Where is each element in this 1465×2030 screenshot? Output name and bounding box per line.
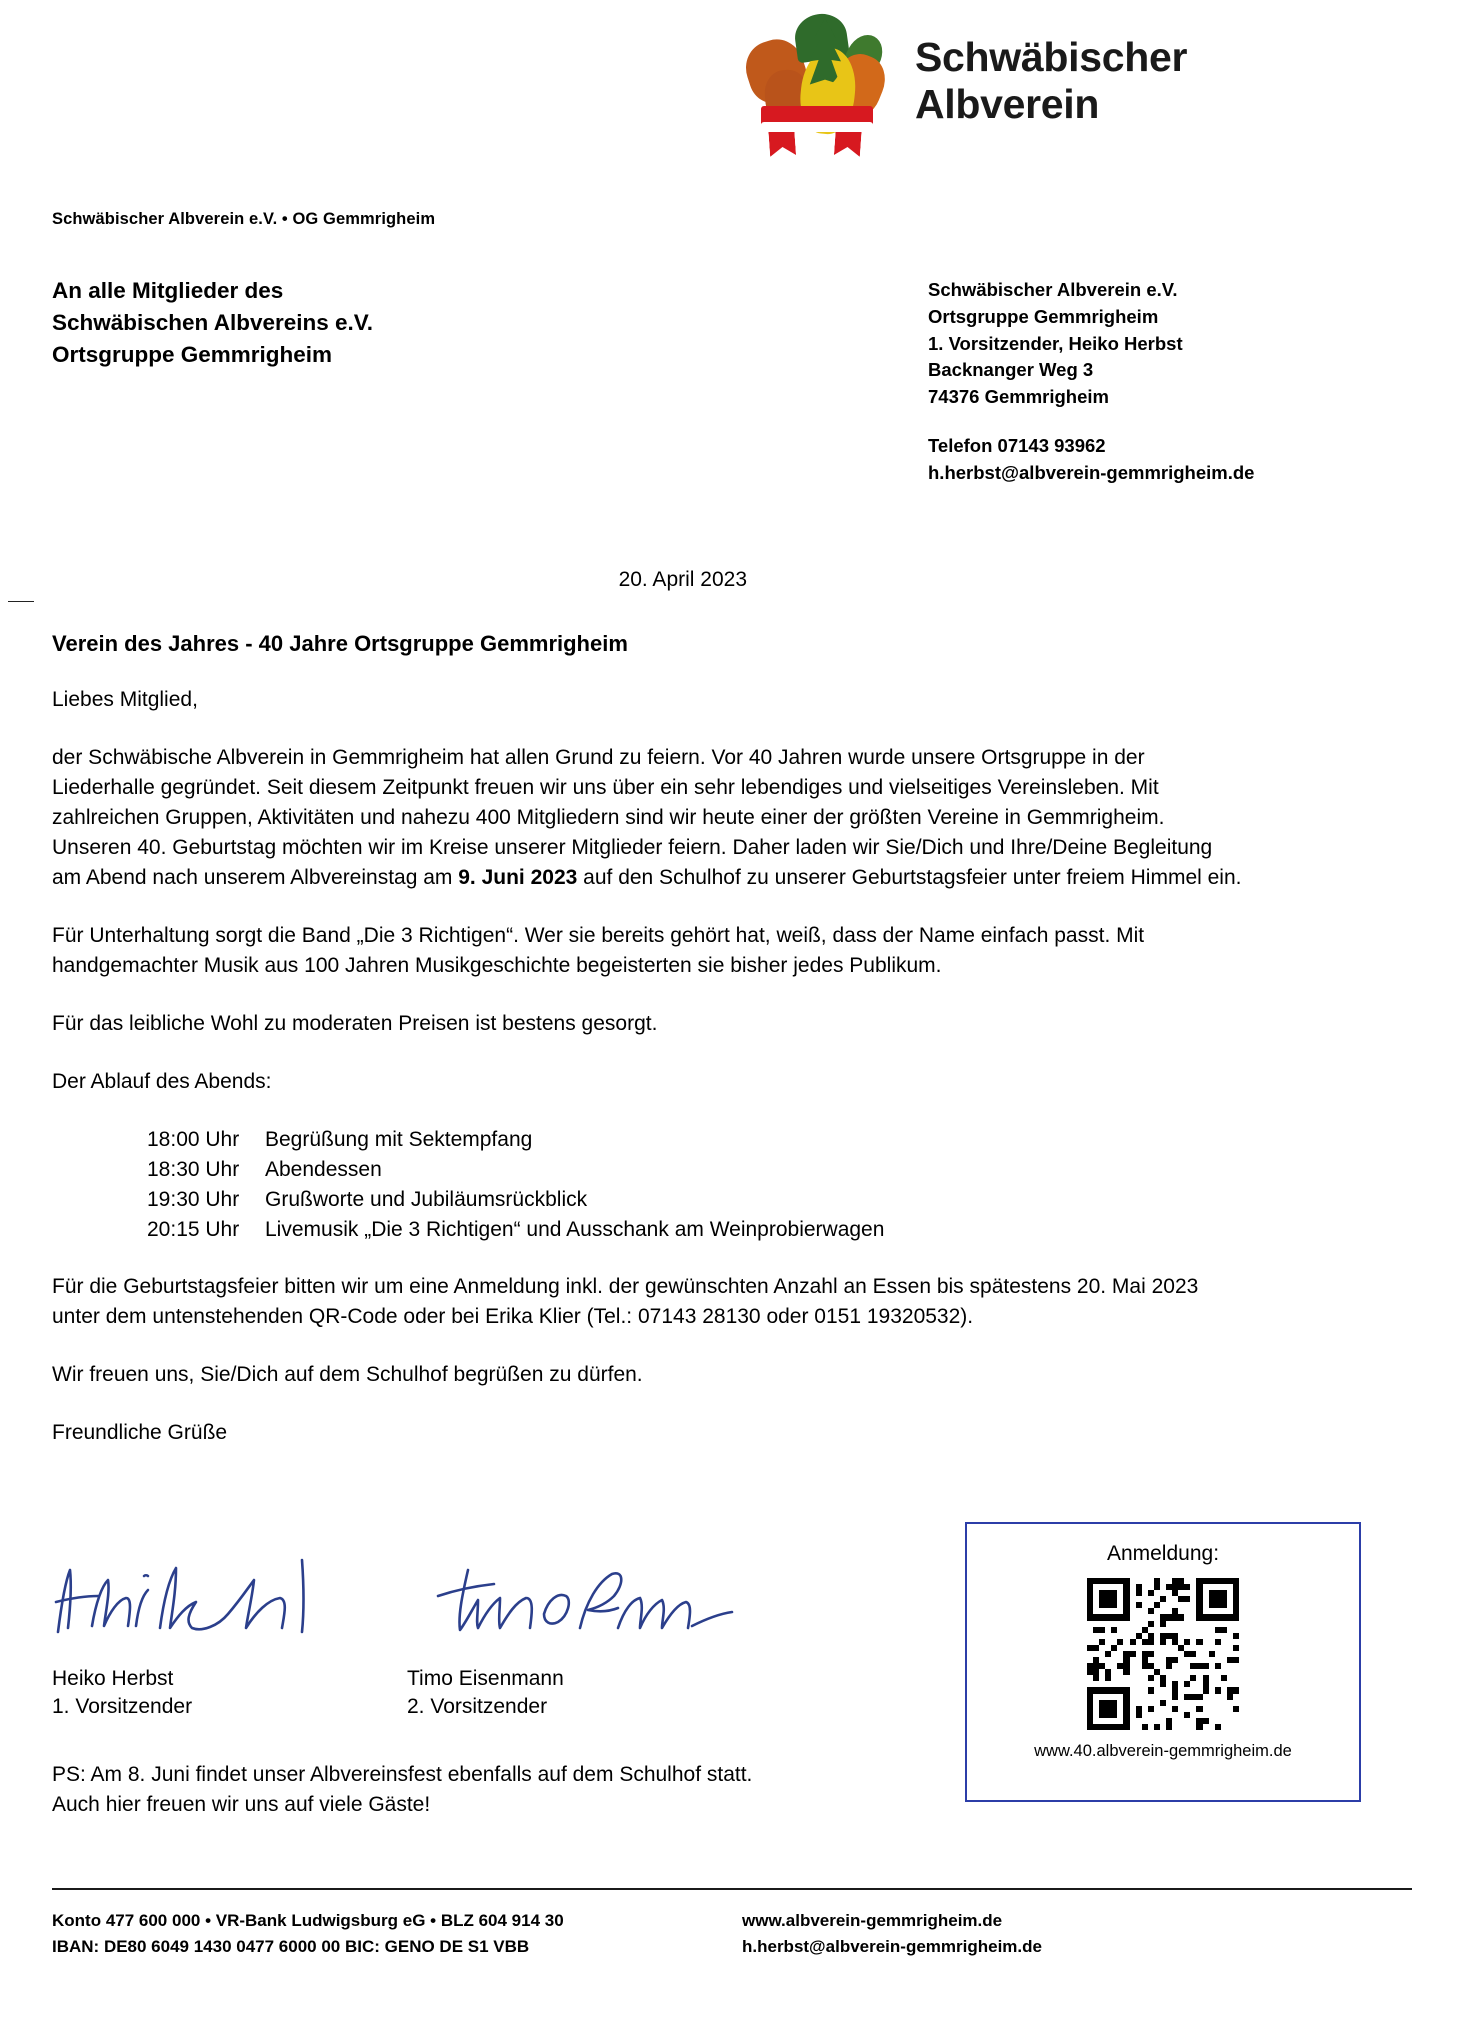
paragraph-invitation bbox=[52, 743, 1242, 893]
schedule-activity: Livemusik „Die 3 Richtigen“ und Ausschank am Weinprobierwagen bbox=[265, 1217, 885, 1241]
sender-line-3: 1. Vorsitzender, Heiko Herbst bbox=[928, 332, 1183, 354]
schedule-item bbox=[147, 1125, 1242, 1155]
signer-1-name: Heiko Herbst bbox=[52, 1667, 174, 1690]
footer-website[interactable]: www.albverein-gemmrigheim.de bbox=[742, 1911, 1003, 1930]
logo-wordmark bbox=[915, 34, 1187, 127]
paragraph-band: Für Unterhaltung sorgt die Band „Die 3 Richtigen“. Wer sie bereits gehört hat, weiß, dass der Name einfach passt. Mit handgemachter Musik aus 100 Jahren Musikgeschichte begeisterten sie bisher jedes Publikum. bbox=[52, 924, 1145, 978]
paragraph-regards: Freundliche Grüße bbox=[52, 1421, 228, 1445]
schedule-activity: Grußworte und Jubiläumsrückblick bbox=[265, 1187, 588, 1211]
signer-1-role: 1. Vorsitzender bbox=[52, 1695, 193, 1719]
postscript-line-2: Auch hier freuen wir uns auf viele Gäste! bbox=[52, 1792, 431, 1816]
sender-line-1: Schwäbischer Albverein e.V. bbox=[928, 279, 1178, 300]
sender-address bbox=[928, 277, 1254, 487]
handwritten-signatures-icon bbox=[52, 1540, 932, 1660]
sender-line-5: 74376 Gemmrigheim bbox=[928, 386, 1109, 408]
footer-bank-account: Konto 477 600 000 • VR-Bank Ludwigsburg eG • BLZ 604 914 30 bbox=[52, 1911, 564, 1930]
return-address-line: Schwäbischer Albverein e.V. • OG Gemmrigheim bbox=[52, 210, 436, 228]
ribbon-icon bbox=[761, 106, 873, 154]
signer-2-role: 2. Vorsitzender bbox=[407, 1695, 548, 1719]
schedule-list bbox=[52, 1125, 1242, 1244]
paragraph-invitation-part2: auf den Schulhof zu unserer Geburtstagsfeier unter freiem Himmel ein. bbox=[577, 866, 1242, 890]
paragraph-closing: Wir freuen uns, Sie/Dich auf dem Schulhof begrüßen zu dürfen. bbox=[52, 1363, 643, 1387]
postscript-line-1: PS: Am 8. Juni findet unser Albvereinsfest ebenfalls auf dem Schulhof statt. bbox=[52, 1763, 753, 1786]
signer-2-name: Timo Eisenmann bbox=[407, 1667, 564, 1690]
recipient-address bbox=[52, 275, 373, 371]
qr-box-title: Anmeldung: bbox=[1106, 1542, 1220, 1565]
organisation-logo bbox=[735, 14, 1187, 159]
paragraph-schedule-intro: Der Ablauf des Abends: bbox=[52, 1070, 272, 1094]
logo-line-1: Schwäbischer bbox=[915, 34, 1188, 80]
logo-line-2: Albverein bbox=[915, 80, 1100, 127]
recipient-line-3: Ortsgruppe Gemmrigheim bbox=[52, 341, 333, 367]
postscript bbox=[52, 1760, 952, 1820]
sender-line-4: Backnanger Weg 3 bbox=[928, 359, 1094, 381]
salutation: Liebes Mitglied, bbox=[52, 688, 198, 711]
footer-email[interactable]: h.herbst@albverein-gemmrigheim.de bbox=[742, 1937, 1042, 1957]
schedule-item bbox=[147, 1185, 1242, 1215]
signature-area bbox=[52, 1540, 932, 1670]
recipient-line-1: An alle Mitglieder des bbox=[52, 278, 284, 303]
qr-code-icon[interactable] bbox=[1087, 1578, 1239, 1730]
event-date-highlight: 9. Juni 2023 bbox=[458, 866, 578, 890]
schedule-time: 20:15 Uhr bbox=[147, 1217, 240, 1241]
qr-box-url[interactable]: www.40.albverein-gemmrigheim.de bbox=[1034, 1742, 1292, 1760]
sender-line-2: Ortsgruppe Gemmrigheim bbox=[928, 305, 1159, 327]
recipient-line-2: Schwäbischen Albvereins e.V. bbox=[52, 309, 373, 335]
footer-divider bbox=[52, 1888, 1412, 1890]
fold-mark bbox=[8, 601, 34, 602]
schedule-item bbox=[147, 1155, 1242, 1185]
schedule-time: 19:30 Uhr bbox=[147, 1187, 240, 1211]
registration-qr-box[interactable] bbox=[965, 1522, 1361, 1802]
paragraph-registration: Für die Geburtstagsfeier bitten wir um eine Anmeldung inkl. der gewünschten Anzahl an Essen bis spätestens 20. Mai 2023 unter dem untenstehenden QR-Code oder bei Erika Klier (Tel.: 07143 28130 oder 0151 19320532). bbox=[52, 1275, 1199, 1329]
letter-date: 20. April 2023 bbox=[618, 568, 747, 591]
sender-phone: Telefon 07143 93962 bbox=[928, 435, 1106, 457]
sender-email[interactable]: h.herbst@albverein-gemmrigheim.de bbox=[928, 461, 1255, 483]
schedule-time: 18:30 Uhr bbox=[147, 1157, 240, 1181]
letter-footer bbox=[52, 1908, 1412, 1961]
schedule-activity: Begrüßung mit Sektempfang bbox=[265, 1128, 533, 1152]
autumn-leaves-ribbon-icon bbox=[735, 14, 895, 159]
letter-subject: Verein des Jahres - 40 Jahre Ortsgruppe Gemmrigheim bbox=[52, 631, 628, 656]
letter-body bbox=[52, 685, 1242, 1476]
signature-names bbox=[52, 1665, 952, 1722]
paragraph-invitation-part1: der Schwäbische Albverein in Gemmrigheim hat allen Grund zu feiern. Vor 40 Jahren wurde unsere Ortsgruppe in der Liederhalle gegründet. Seit diesem Zeitpunkt freuen wir uns über ein sehr lebendiges und vielseitiges Vereinsleben. Mit zahlreichen Gruppen, Aktivitäten und nahezu 400 Mitgliedern sind wir heute einer der größten Vereine in Gemmrigheim. Unseren 40. Geburtstag möchten wir im Kreise unserer Mitglieder feiern. Daher laden wir Sie/Dich und Ihre/Deine Begleitung am Abend nach unserem Albvereinstag am bbox=[52, 746, 1213, 890]
schedule-activity: Abendessen bbox=[265, 1157, 382, 1181]
schedule-time: 18:00 Uhr bbox=[147, 1128, 240, 1152]
footer-iban: IBAN: DE80 6049 1430 0477 6000 00 BIC: GENO DE S1 VBB bbox=[52, 1937, 530, 1957]
schedule-item bbox=[147, 1215, 1242, 1245]
paragraph-catering: Für das leibliche Wohl zu moderaten Preisen ist bestens gesorgt. bbox=[52, 1012, 658, 1036]
